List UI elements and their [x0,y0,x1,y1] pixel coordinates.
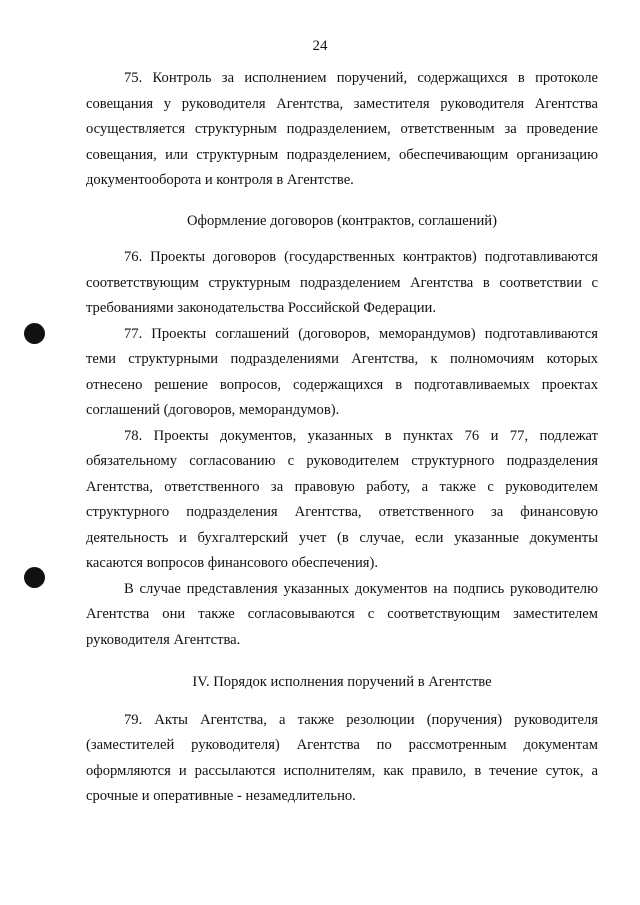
paragraph-76: 76. Проекты договоров (государственных контрактов) подготавливаются соответствующим структурным подразделением Агентства в соответствии с требованиями законодательства Российской Федерации. [86,249,598,316]
punch-hole-mark [24,323,45,344]
heading-section-4: IV. Порядок исполнения поручений в Агентстве [192,674,492,690]
punch-hole-mark [24,567,45,588]
paragraph-78: 78. Проекты документов, указанных в пунктах 76 и 77, подлежат обязательному согласованию с руководителем структурного подразделения Агентства, ответственного за правовую работу, а также с руководителем структурного подразделения Агентства, ответственного за финансовую деятельность и бухгалтерский учет (в случае, если указанные документы касаются вопросов финансового обеспечения). [86,427,598,571]
paragraph-79: 79. Акты Агентства, а также резолюции (поручения) руководителя (заместителей руководителя) Агентства по рассмотренным документам оформляются и рассылаются исполнителям, как правило, в течение суток, а срочные и оперативные - незамедлительно. [86,711,598,804]
heading-contracts: Оформление договоров (контрактов, соглашений) [187,212,497,229]
page-number: 24 [312,38,328,54]
paragraph-77: 77. Проекты соглашений (договоров, меморандумов) подготавливаются теми структурными подразделениями Агентства, к полномочиям которых отнесено решение вопросов, содержащихся в подготавливаемых проектах соглашений (договоров, меморандумов). [86,325,598,418]
paragraph-75: 75. Контроль за исполнением поручений, содержащихся в протоколе совещания у руководителя Агентства, заместителя руководителя Агентства осуществляется структурным подразделением, ответственным за проведение совещания, или структурным подразделением, обеспечивающим организацию документооборота и контроля в Агентстве. [86,70,598,188]
document-body [86,66,598,810]
paragraph-78-continued: В случае представления указанных документов на подпись руководителю Агентства они также согласовываются с соответствующим заместителем руководителя Агентства. [86,580,598,648]
